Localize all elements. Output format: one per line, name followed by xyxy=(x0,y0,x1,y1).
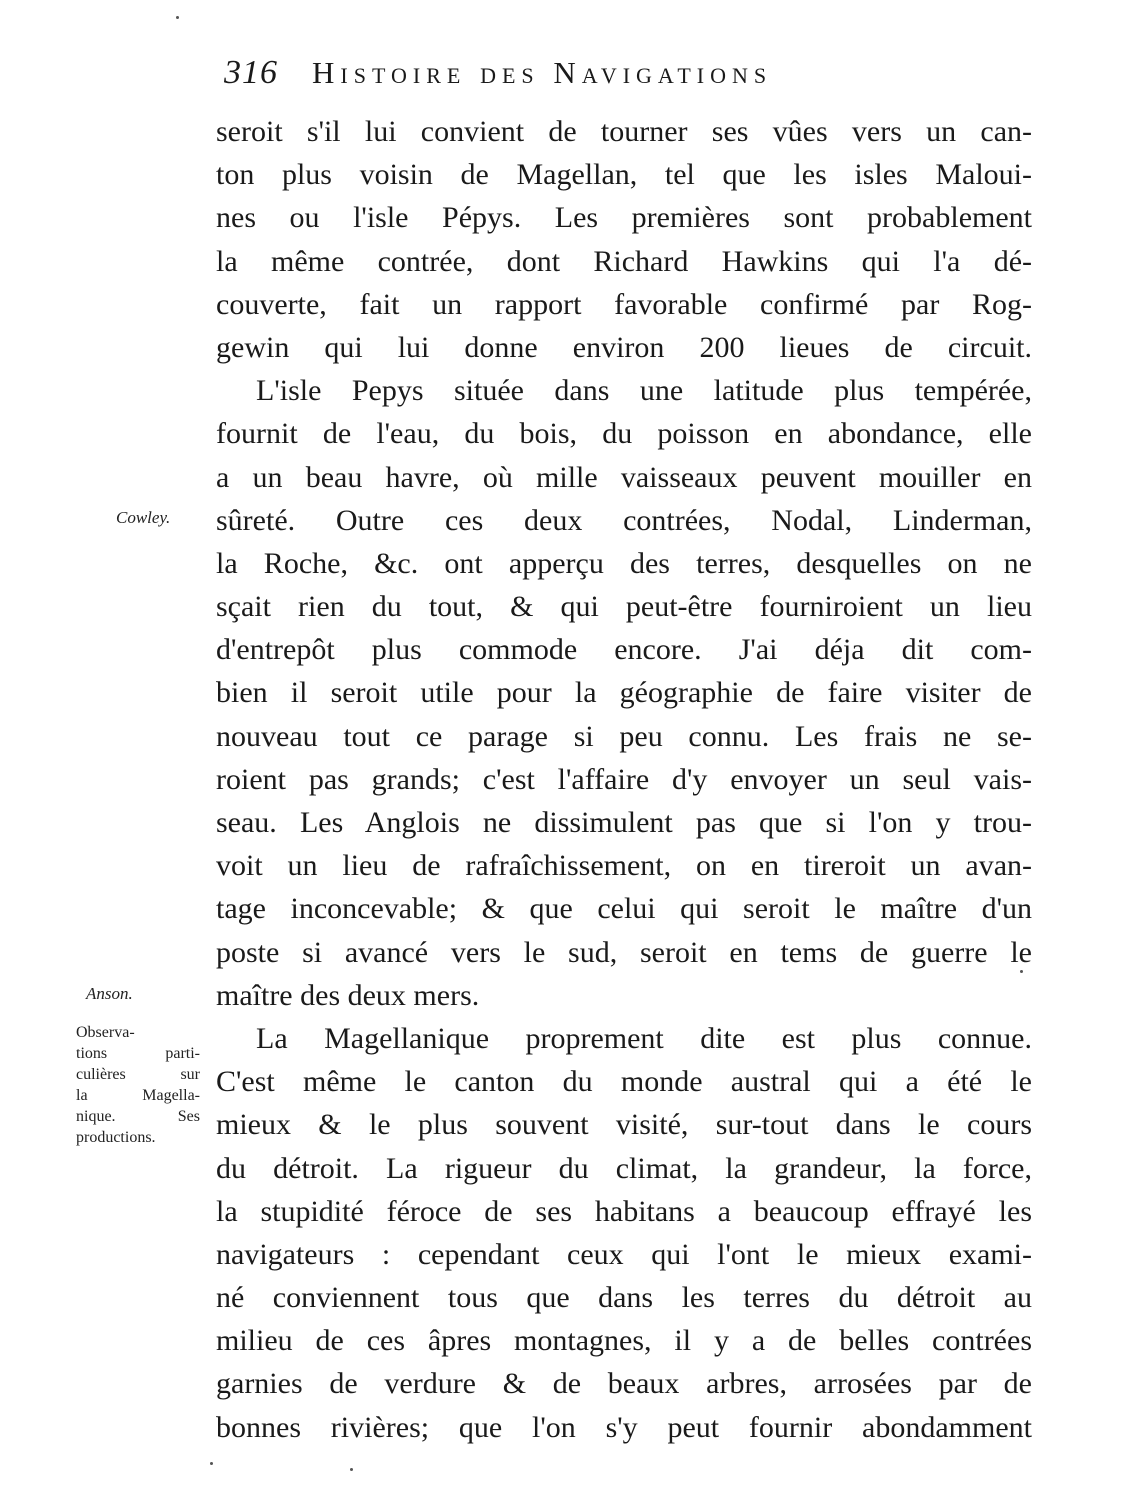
paper-speck xyxy=(176,16,179,19)
margin-note-line: productions. xyxy=(76,1129,156,1146)
text-line: nes ou l'isle Pépys. Les premières sont probablement xyxy=(216,201,1032,235)
text-line: du détroit. La rigueur du climat, la grandeur, la force, xyxy=(216,1151,1032,1185)
margin-note-line: la Magella- xyxy=(76,1087,200,1104)
page-header xyxy=(224,54,1024,104)
text-line: bonnes rivières; que l'on s'y peut fournir abondamment xyxy=(216,1410,1032,1444)
margin-note-line: nique. Ses xyxy=(76,1108,200,1125)
margin-note-anson: Anson. xyxy=(86,984,133,1003)
text-line: navigateurs : cependant ceux qui l'ont le mieux exami- xyxy=(216,1237,1032,1271)
text-line: la Roche, &c. ont apperçu des terres, desquelles on ne xyxy=(216,546,1032,580)
margin-note-observations xyxy=(76,1022,200,1148)
text-line: couverte, fait un rapport favorable confirmé par Rog- xyxy=(216,287,1032,321)
text-line: C'est même le canton du monde austral qui a été le xyxy=(216,1065,1032,1099)
text-line: a un beau havre, où mille vaisseaux peuvent mouiller en xyxy=(216,460,1032,494)
text-line: sçait rien du tout, & qui peut-être fourniroient un lieu xyxy=(216,590,1032,624)
text-line: gewin qui lui donne environ 200 lieues de circuit. xyxy=(216,330,1032,364)
text-line: roient pas grands; c'est l'affaire d'y envoyer un seul vais- xyxy=(216,762,1032,796)
page-number: 316 xyxy=(224,54,278,91)
text-line: seroit s'il lui convient de tourner ses vûes vers un can- xyxy=(216,115,1032,148)
paragraph-end-line: maître des deux mers. xyxy=(216,978,480,1012)
margin-note-line: Observa- xyxy=(76,1024,135,1041)
text-line: fournit de l'eau, du bois, du poisson en abondance, elle xyxy=(216,417,1032,451)
text-line: poste si avancé vers le sud, seroit en tems de guerre le xyxy=(216,935,1032,969)
text-line: ton plus voisin de Magellan, tel que les isles Maloui- xyxy=(216,158,1032,192)
text-line: tage inconcevable; & que celui qui seroit le maître d'un xyxy=(216,892,1032,926)
text-line: la même contrée, dont Richard Hawkins qui l'a dé- xyxy=(216,244,1032,278)
margin-note-line: tions parti- xyxy=(76,1045,200,1062)
text-line: sûreté. Outre ces deux contrées, Nodal, Linderman, xyxy=(216,503,1032,537)
text-line: seau. Les Anglois ne dissimulent pas que si l'on y trou- xyxy=(216,806,1032,839)
text-line: la stupidité féroce de ses habitans a beaucoup effrayé les xyxy=(216,1194,1032,1228)
text-line: nouveau tout ce parage si peu connu. Les frais ne se- xyxy=(216,719,1032,753)
text-line: bien il seroit utile pour la géographie de faire visiter de xyxy=(216,676,1032,710)
margin-note-cowley: Cowley. xyxy=(116,508,171,527)
paper-speck xyxy=(210,1462,213,1465)
text-line: milieu de ces âpres montagnes, il y a de belles contrées xyxy=(216,1324,1032,1358)
text-line: d'entrepôt plus commode encore. J'ai déja dit com- xyxy=(216,633,1032,667)
margin-note-line: culières sur xyxy=(76,1066,200,1083)
paper-speck xyxy=(1020,970,1023,973)
text-line: né conviennent tous que dans les terres du détroit au xyxy=(216,1281,1032,1315)
text-line: voit un lieu de rafraîchissement, on en tireroit un avan- xyxy=(216,849,1032,883)
text-line: mieux & le plus souvent visité, sur-tout dans le cours xyxy=(216,1108,1032,1142)
paper-speck xyxy=(350,1468,353,1471)
paragraph-start-line: L'isle Pepys située dans une latitude plus tempérée, xyxy=(256,374,1032,408)
paragraph-start-line: La Magellanique proprement dite est plus connue. xyxy=(256,1021,1032,1055)
body-text xyxy=(216,110,1032,1449)
text-line: garnies de verdure & de beaux arbres, arrosées par de xyxy=(216,1367,1032,1401)
running-title: Histoire des Navigations xyxy=(312,55,773,90)
